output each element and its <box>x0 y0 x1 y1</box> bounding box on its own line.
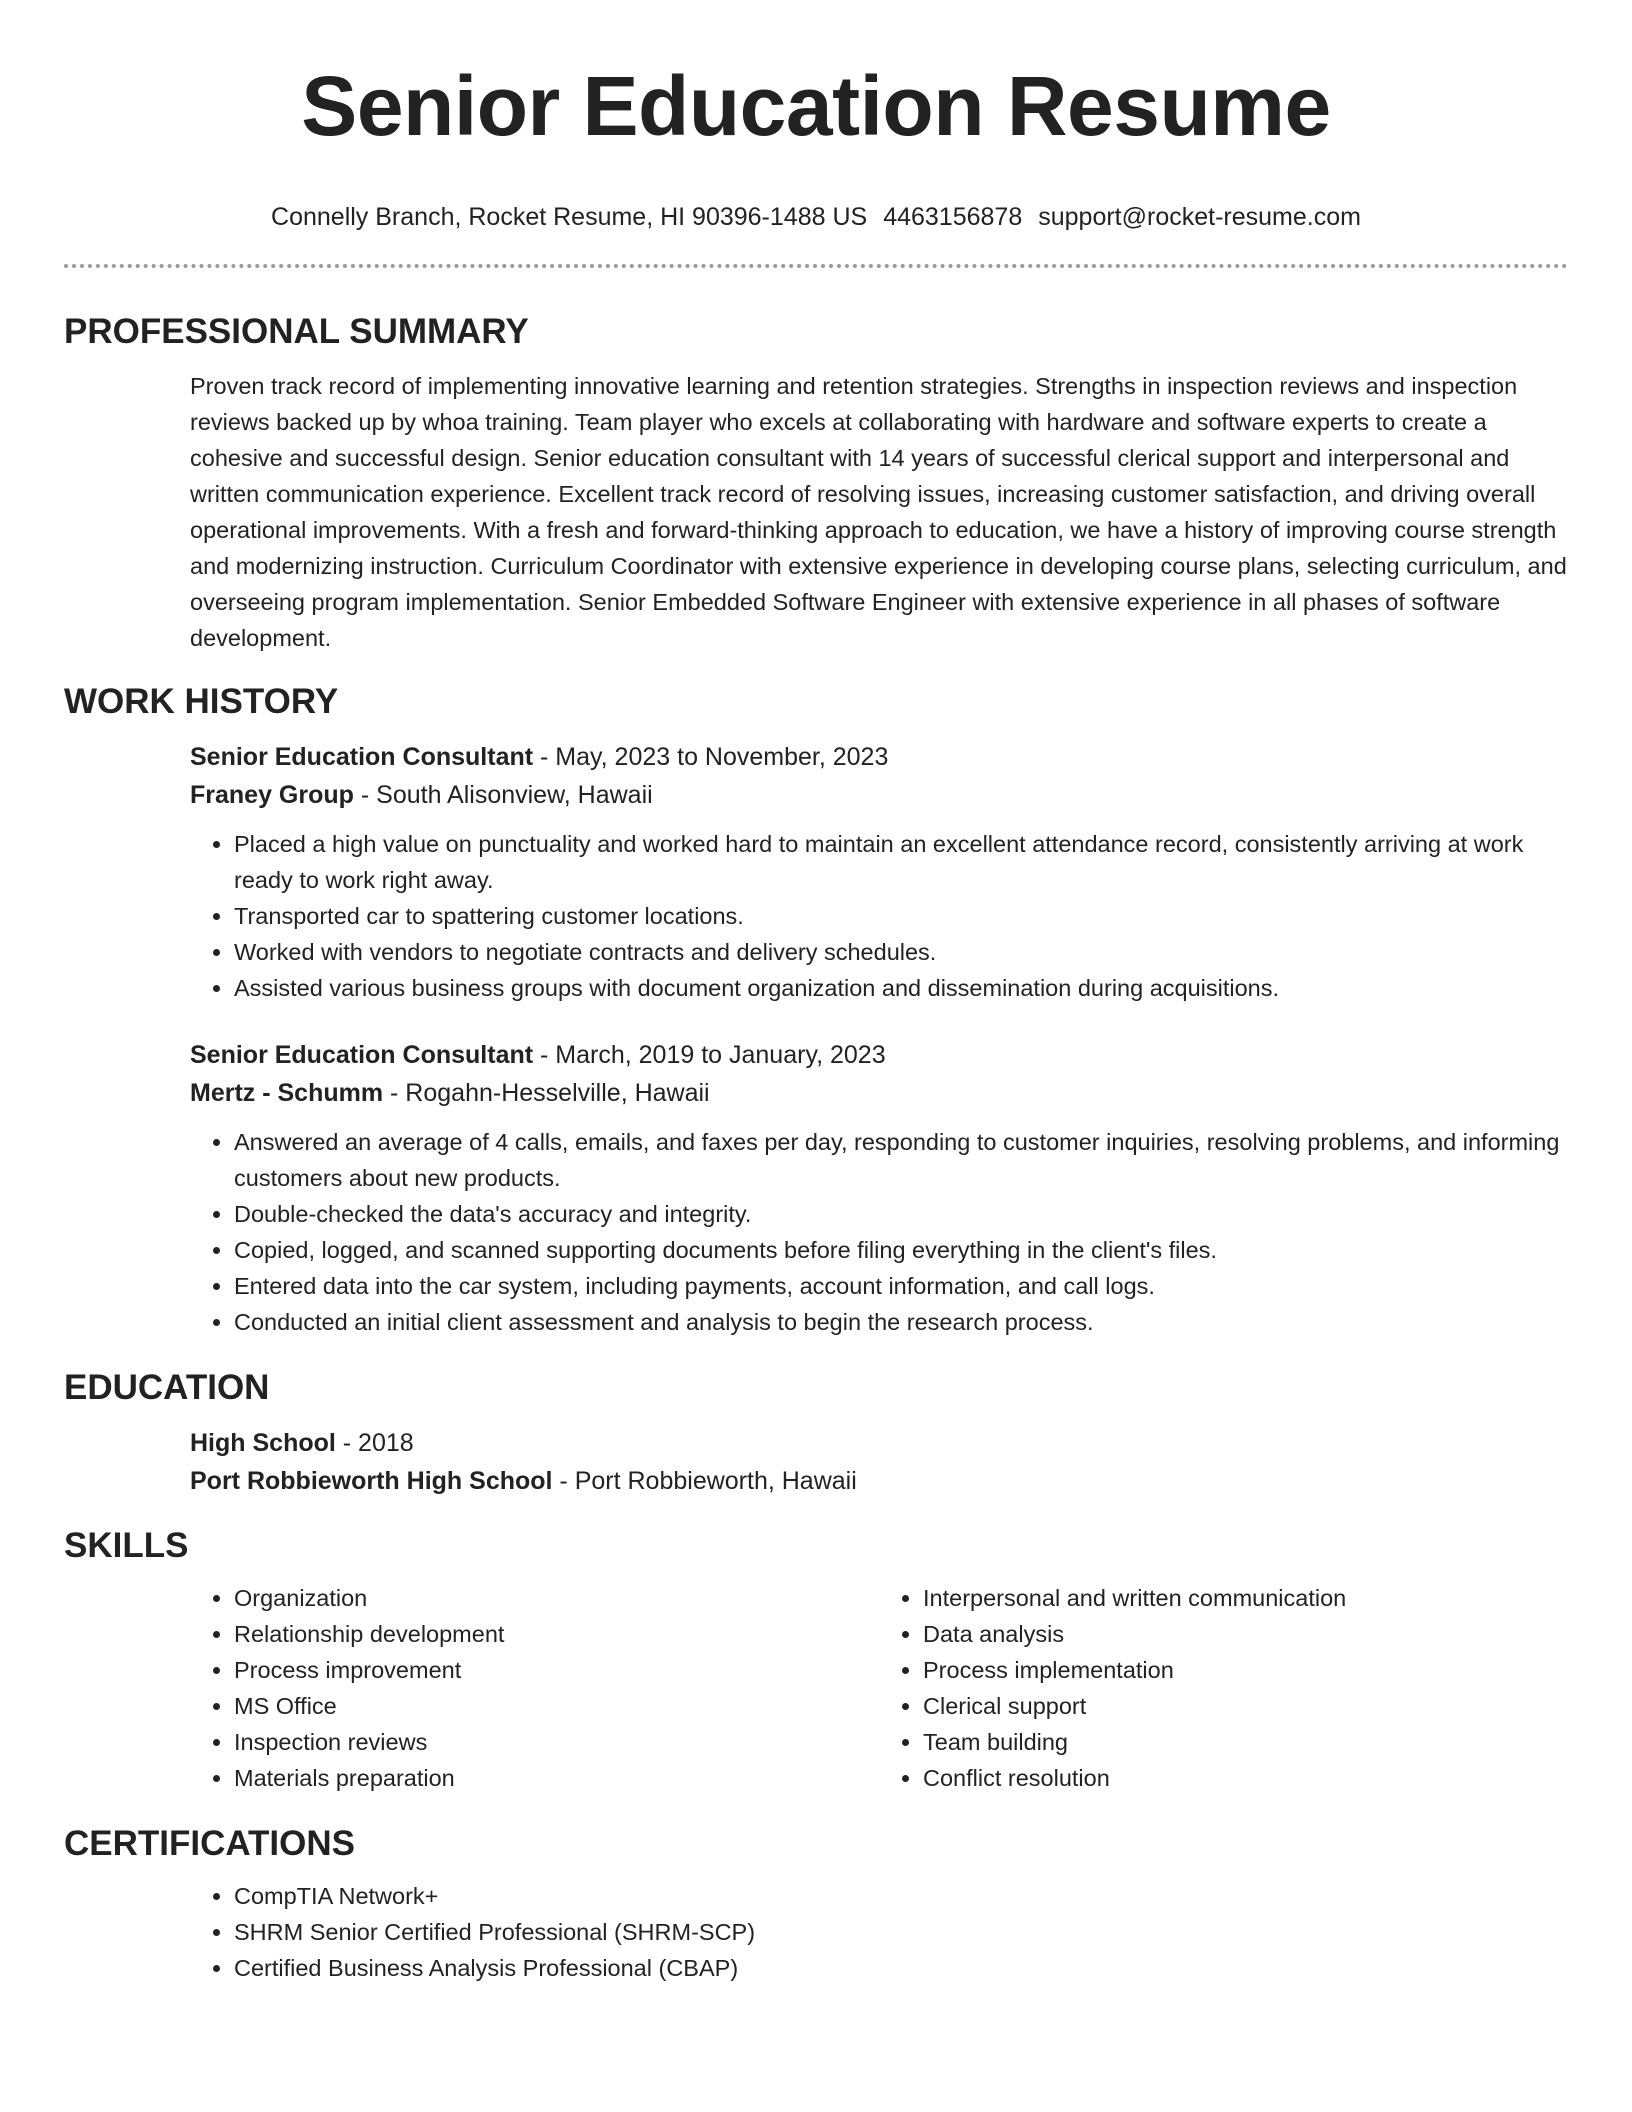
job-location: - Rogahn-Hesselville, Hawaii <box>383 1079 710 1107</box>
skill-item: • Relationship development <box>234 1616 879 1652</box>
job-company-line <box>190 1074 1568 1112</box>
job-role: Senior Education Consultant <box>190 743 534 771</box>
section-title-summary: PROFESSIONAL SUMMARY <box>64 312 529 351</box>
job-company: Franey Group <box>190 781 354 809</box>
skill-item: • Organization <box>234 1580 879 1616</box>
job-role-line <box>190 738 1568 776</box>
contact-phone: 4463156878 <box>883 203 1023 231</box>
job-company: Mertz - Schumm <box>190 1079 384 1107</box>
contact-line <box>64 200 1568 234</box>
job-bullet: • Assisted various business groups with document organization and dissemination during acquisitions. <box>234 970 1568 1006</box>
section-title-skills: SKILLS <box>64 1526 189 1565</box>
job-bullet: • Conducted an initial client assessment and analysis to begin the research process. <box>234 1304 1568 1340</box>
skill-item: • Interpersonal and written communication <box>923 1580 1568 1616</box>
job-bullet: • Copied, logged, and scanned supporting documents before filing everything in the client's files. <box>234 1232 1568 1268</box>
job-bullet: • Entered data into the car system, including payments, account information, and call logs. <box>234 1268 1568 1304</box>
certification-item: • Certified Business Analysis Professional (CBAP) <box>234 1950 1568 1986</box>
education-year: - 2018 <box>335 1429 414 1457</box>
contact-email: support@rocket-resume.com <box>1038 203 1361 231</box>
skill-item: • Materials preparation <box>234 1760 879 1796</box>
education-degree: High School <box>190 1429 336 1457</box>
resume-title: Senior Education Resume <box>301 59 1331 153</box>
education-school-line <box>190 1462 1568 1500</box>
skill-item: • Clerical support <box>923 1688 1568 1724</box>
skill-item: • Team building <box>923 1724 1568 1760</box>
skill-item: • Process improvement <box>234 1652 879 1688</box>
job-role-line <box>190 1036 1568 1074</box>
contact-address: Connelly Branch, Rocket Resume, HI 90396-1488 US <box>271 203 868 231</box>
job-bullets <box>190 826 1568 1006</box>
skill-item: • Inspection reviews <box>234 1724 879 1760</box>
section-certifications <box>64 1822 1568 1986</box>
skill-item: • MS Office <box>234 1688 879 1724</box>
skills-column-left <box>190 1580 879 1796</box>
section-title-education: EDUCATION <box>64 1368 270 1407</box>
job-role: Senior Education Consultant <box>190 1041 534 1069</box>
job-entry <box>190 738 1568 1006</box>
job-company-line <box>190 776 1568 814</box>
job-bullets <box>190 1124 1568 1340</box>
certification-list <box>190 1878 1568 1986</box>
job-bullet: • Transported car to spattering customer locations. <box>234 898 1568 934</box>
education-degree-line <box>190 1424 1568 1462</box>
section-title-certifications: CERTIFICATIONS <box>64 1824 356 1863</box>
certification-item: • CompTIA Network+ <box>234 1878 1568 1914</box>
job-bullet: • Placed a high value on punctuality and worked hard to maintain an excellent attendance record, consistently arriving at work ready to work right away. <box>234 826 1568 898</box>
job-entry <box>190 1036 1568 1340</box>
education-school: Port Robbieworth High School <box>190 1467 553 1495</box>
skill-item: • Data analysis <box>923 1616 1568 1652</box>
job-bullet: • Worked with vendors to negotiate contracts and delivery schedules. <box>234 934 1568 970</box>
section-work-history <box>64 680 1568 1340</box>
section-title-work: WORK HISTORY <box>64 682 339 721</box>
section-professional-summary <box>64 310 1568 656</box>
skill-item: • Process implementation <box>923 1652 1568 1688</box>
job-dates: - March, 2019 to January, 2023 <box>533 1041 886 1069</box>
header-divider <box>64 264 1568 268</box>
job-bullet: • Double-checked the data's accuracy and integrity. <box>234 1196 1568 1232</box>
summary-text: Proven track record of implementing innovative learning and retention strategies. Strengths in inspection reviews and inspection reviews backed up by whoa training. Team player who excels at collaborating with hardware and software experts to create a cohesive and successful design. Senior education consultant with 14 years of successful clerical support and interpersonal and written communication experience. Excellent track record of resolving issues, increasing customer satisfaction, and driving overall operational improvements. With a fresh and forward-thinking approach to education, we have a history of improving course strength and modernizing instruction. Curriculum Coordinator with extensive experience in developing course plans, selecting curriculum, and overseeing program implementation. Senior Embedded Software Engineer with extensive experience in all phases of software development. <box>190 373 1567 651</box>
job-bullet: • Answered an average of 4 calls, emails, and faxes per day, responding to customer inquiries, resolving problems, and informing customers about new products. <box>234 1124 1568 1196</box>
certification-item: • SHRM Senior Certified Professional (SHRM-SCP) <box>234 1914 1568 1950</box>
section-education <box>64 1366 1568 1500</box>
skill-item: • Conflict resolution <box>923 1760 1568 1796</box>
job-dates: - May, 2023 to November, 2023 <box>533 743 889 771</box>
section-skills <box>64 1524 1568 1796</box>
skills-column-right <box>879 1580 1568 1796</box>
skills-grid <box>190 1580 1568 1796</box>
job-location: - South Alisonview, Hawaii <box>353 781 653 809</box>
education-location: - Port Robbieworth, Hawaii <box>552 1467 857 1495</box>
